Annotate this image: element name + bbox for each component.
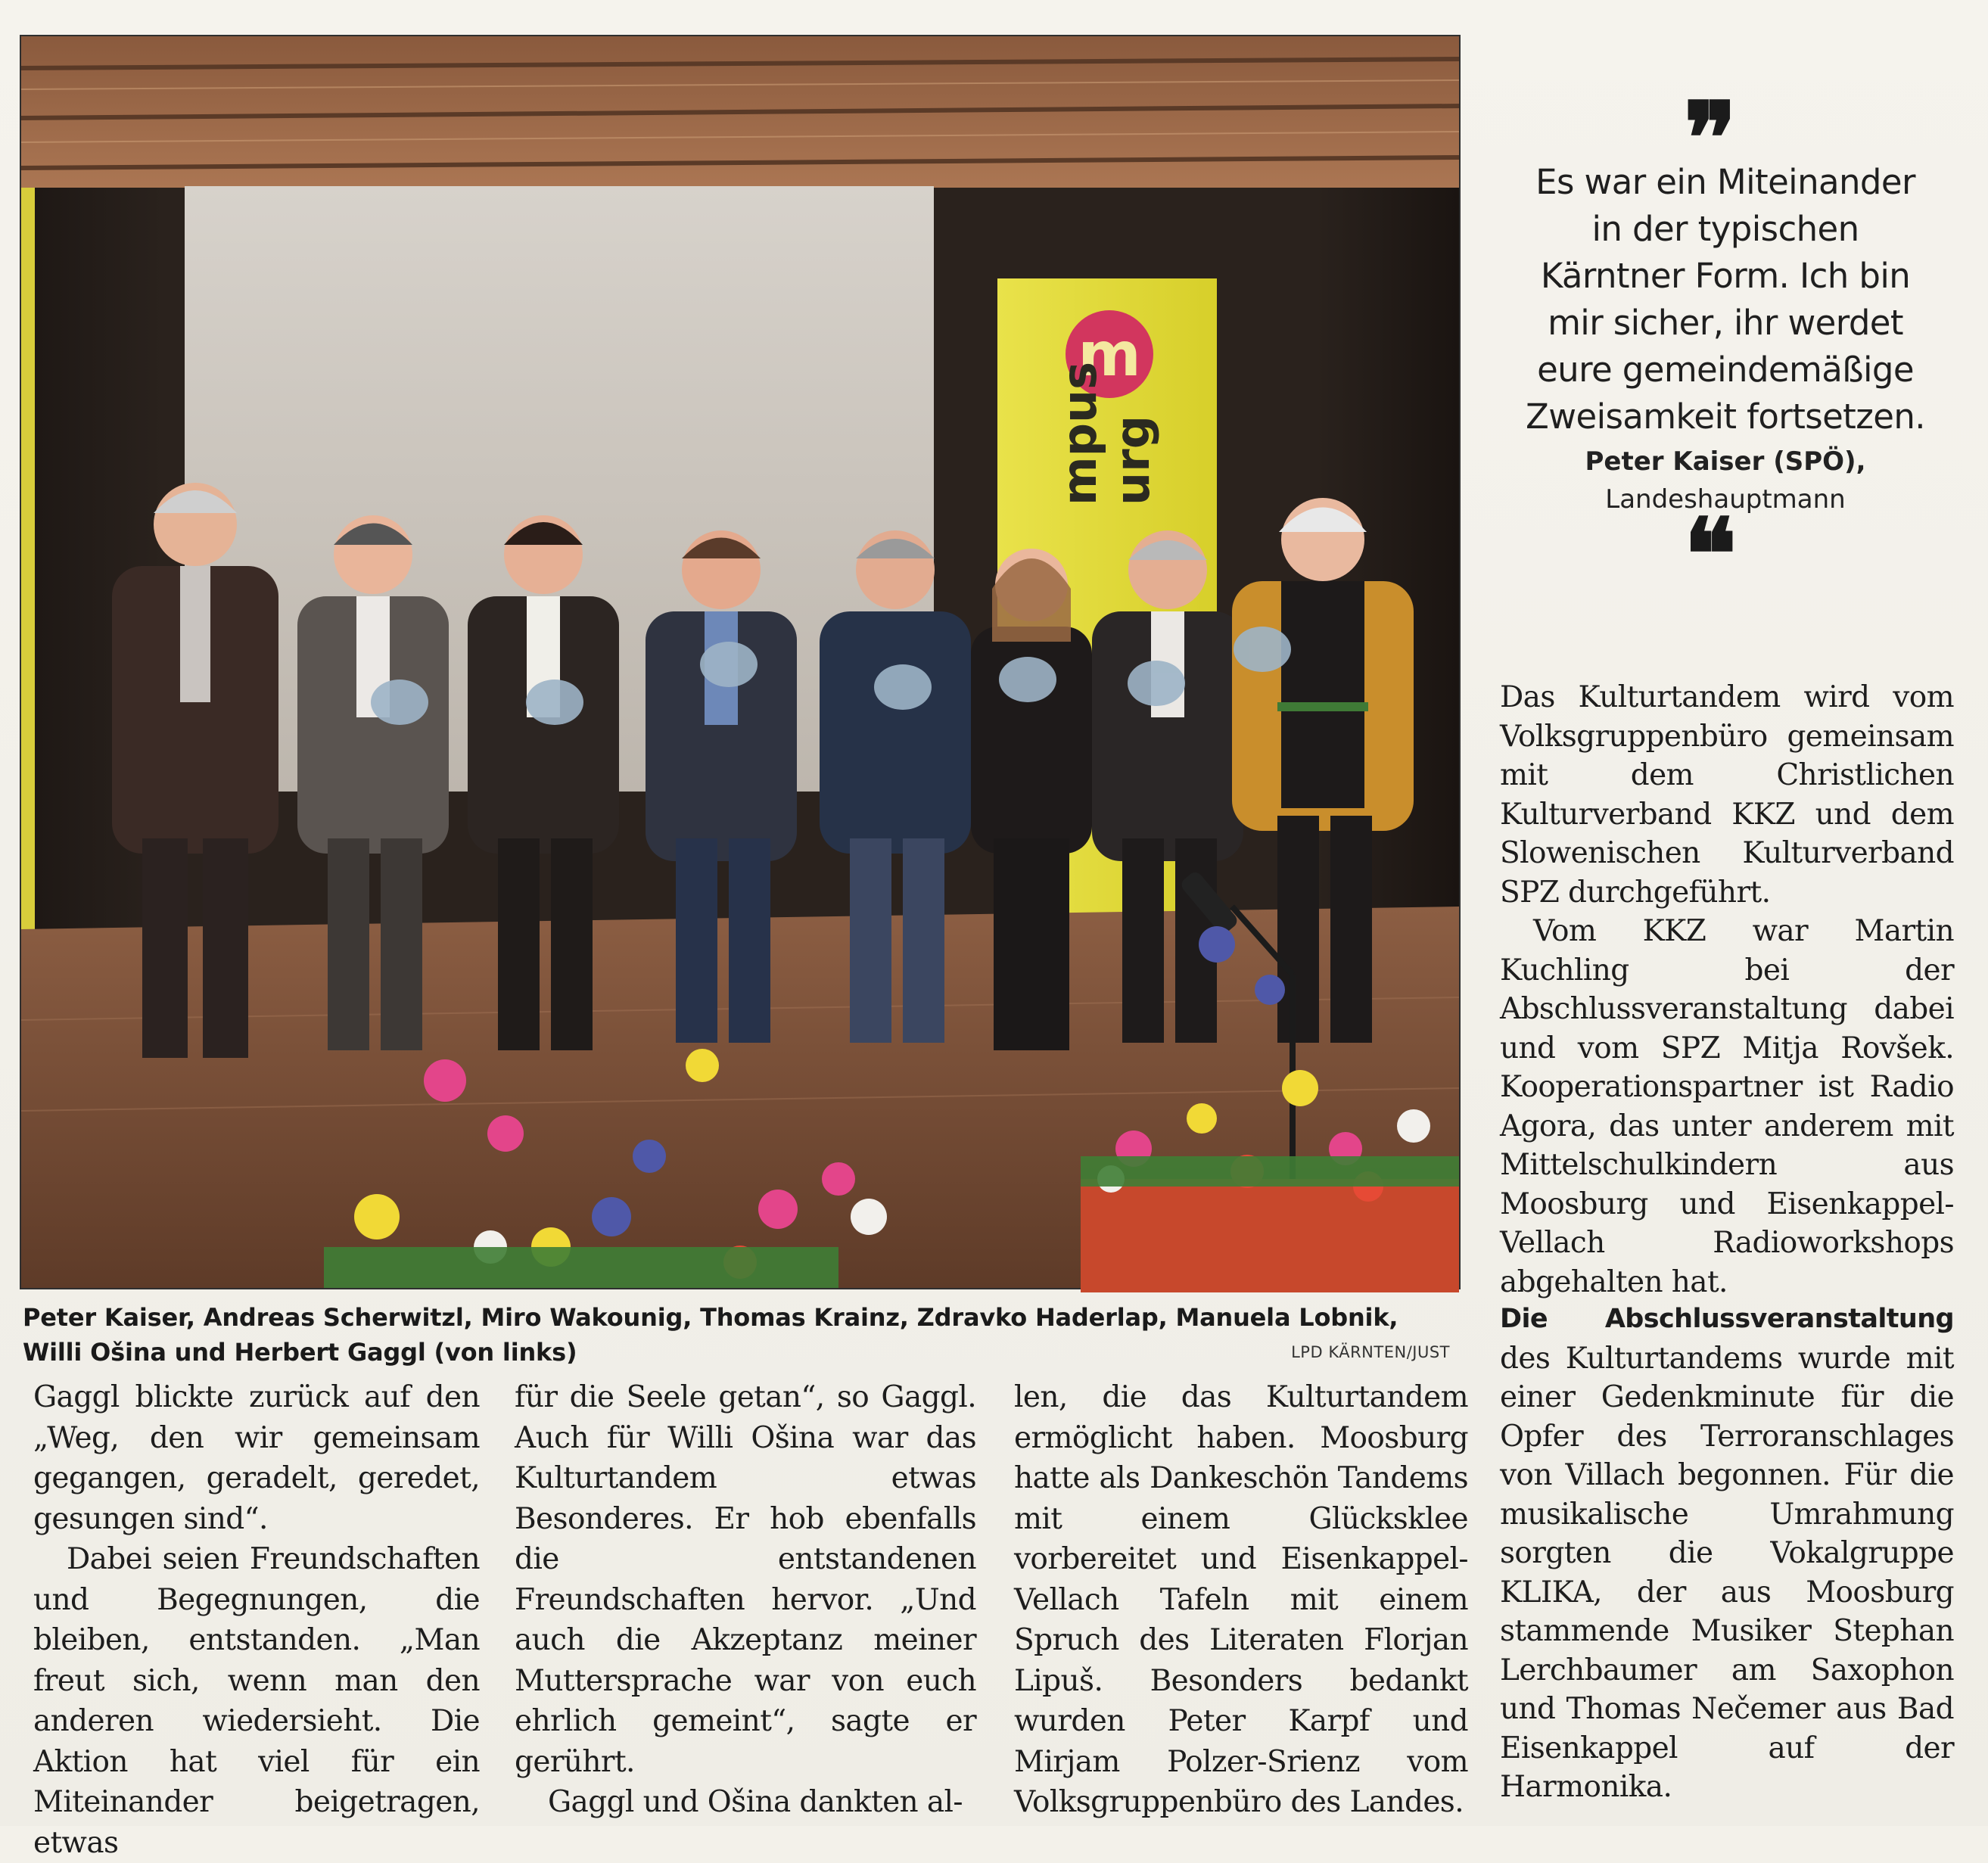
quote-line: Kärntner Form. Ich bin — [1540, 256, 1911, 296]
paragraph: für die Seele getan“, so Gaggl. Auch für Willi Ošina war das Kulturtandem etwas Besonderes. Er hob ebenfalls die entstandenen Freundschaften hervor. „Und auch die Akzeptanz meiner Muttersprache war von euch ehrlich gemeint“, sagte er gerührt. — [515, 1380, 976, 1779]
caption-line-2: Willi Ošina und Herbert Gaggl (von links) — [23, 1338, 577, 1367]
right-column-block-2 — [1500, 1299, 1954, 1807]
paragraph: Gaggl blickte zurück auf den „Weg, den wir gemeinsam gegangen, geradelt, geredet, gesungen sind“. — [33, 1380, 480, 1536]
paragraph: Das Kulturtandem wird vom Volksgruppenbüro gemeinsam mit dem Christlichen Kulturverband KKZ und dem Slowenischen Kulturverband SPZ durchgeführt. — [1500, 680, 1954, 910]
quote-line: Zweisamkeit fortsetzen. — [1526, 397, 1925, 437]
quote-close-icon: ❝ — [1684, 496, 1737, 612]
caption-line-1: Peter Kaiser, Andreas Scherwitzl, Miro Wakounig, Thomas Krainz, Zdravko Haderlap, Manuela Lobnik, — [23, 1303, 1398, 1332]
banner-text-2: urg — [1105, 415, 1160, 505]
quote-line: in der typischen — [1591, 209, 1859, 249]
stage-photo-illustration — [21, 36, 1459, 1288]
event-photo — [20, 35, 1461, 1289]
photo-credit: LPD KÄRNTEN/JUST — [1291, 1343, 1450, 1361]
right-column-block-1 — [1500, 678, 1954, 1302]
article-column-3 — [1014, 1377, 1468, 1823]
banner-text-1: mpus — [1052, 361, 1107, 505]
paragraph: Gaggl und Ošina dankten al- — [548, 1785, 963, 1819]
quote-line: eure gemeindemäßige — [1537, 350, 1914, 390]
quote-line: Es war ein Miteinander — [1535, 162, 1915, 202]
quote-open-icon: ❞ — [1684, 80, 1737, 196]
paragraph-text: des Kulturtandems wurde mit einer Gedenkminute für die Opfer des Terroranschlages von Villach begonnen. Für die musikalische Umrahmung sorgten die Vokalgruppe KLIKA, der aus Moosburg stammende Musiker Stephan Lerchbaumer am Saxophon und Thomas Nečemer aus Bad Eisenkappel auf der Harmonika. — [1500, 1341, 1954, 1804]
pull-quote — [1498, 159, 1952, 440]
subheading-lead: Die Abschlussveranstaltung — [1500, 1304, 1954, 1334]
paragraph: Vom KKZ war Martin Kuchling bei der Abschlussveranstaltung dabei und vom SPZ Mitja Rovšek. Kooperationspartner ist Radio Agora, das unter anderem mit Mittelschulkindern aus Moosburg und Eisenkappel-Vellach Radioworkshops abgehalten hat. — [1500, 914, 1954, 1299]
paragraph: len, die das Kulturtandem ermöglicht haben. Moosburg hatte als Dankeschön Tandems mit einem Glücksklee vorbereitet und Eisenkappel-Vellach Tafeln mit einem Spruch des Literaten Florjan Lipuš. Besonders bedankt wurden Peter Karpf und Mirjam Polzer-Srienz vom Volksgruppenbüro des Landes. — [1014, 1380, 1468, 1819]
quote-author-role: Landeshauptmann — [1605, 484, 1846, 515]
article-column-1 — [33, 1377, 480, 1863]
quote-author-name: Peter Kaiser (SPÖ), — [1585, 446, 1866, 477]
paragraph: Dabei seien Freundschaften und Begegnungen, die bleiben, entstanden. „Man freut sich, wenn man den anderen wiedersieht. Die Aktion hat viel für ein Miteinander beigetragen, etwas — [33, 1542, 480, 1860]
banner-logo: m — [1078, 319, 1141, 390]
quote-line: mir sicher, ihr werdet — [1548, 303, 1903, 343]
photo-caption — [23, 1300, 1461, 1376]
article-column-2 — [515, 1377, 976, 1823]
paragraph — [1500, 1299, 1954, 1807]
